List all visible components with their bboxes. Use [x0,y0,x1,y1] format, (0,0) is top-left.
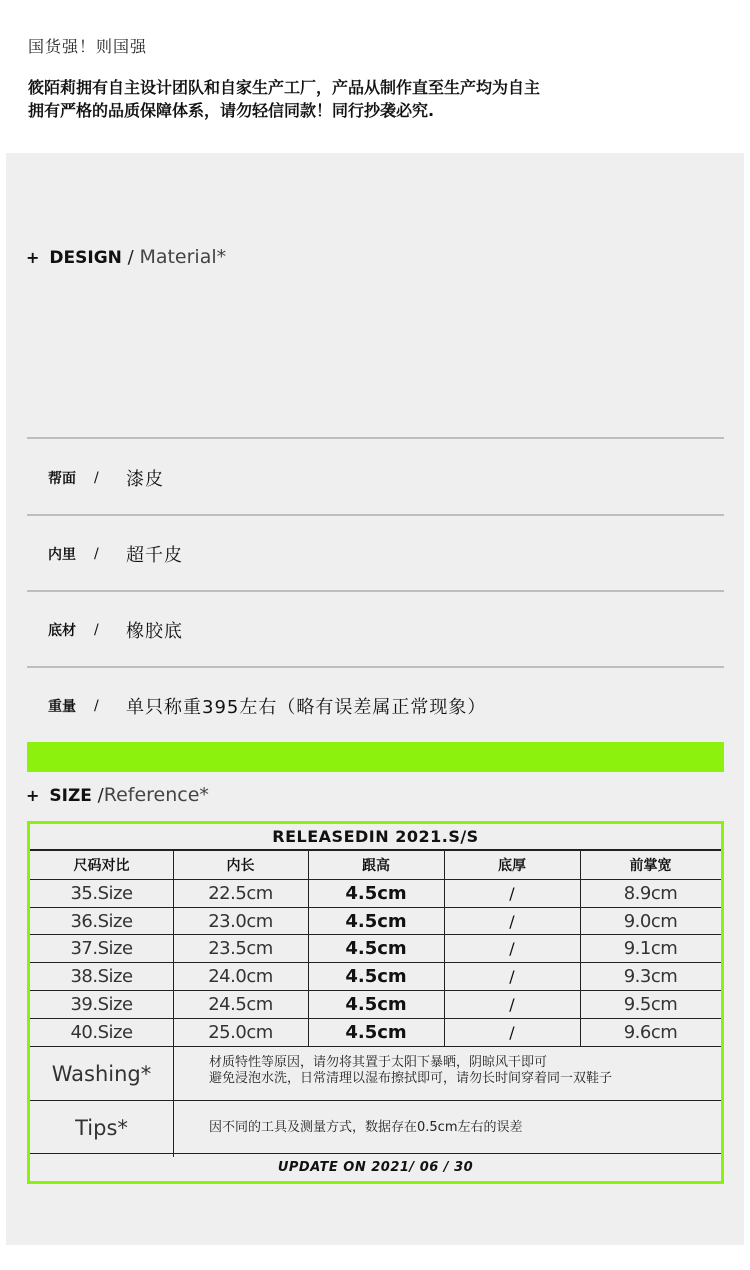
table-cell: / [509,1023,515,1042]
table-cell: 23.0cm [208,910,273,932]
washing-line: 避免浸泡水洗，日常清理以湿布擦拭即可，请勿长时间穿着同一双鞋子 [209,1071,613,1086]
table-cell: 36.Size [70,910,133,932]
design-title: DESIGN [49,248,122,268]
material-key: 重量 [48,699,76,715]
design-subtitle: Material* [139,246,227,268]
table-cell: / [509,911,515,931]
table-cell: 9.3cm [623,966,678,987]
material-value: 单只称重395左右（略有误差属正常现象） [126,697,487,718]
material-key: 底材 [48,623,76,639]
material-row-sole [48,618,183,642]
table-cell: 9.1cm [623,938,678,959]
col-header-heel: 跟高 [362,858,390,874]
washing-text [174,1055,721,1095]
tips-text [174,1101,721,1154]
intro-line: 筱陌莉拥有自主设计团队和自家生产工厂，产品从制作直至生产均为自主 [28,78,541,97]
material-value: 超千皮 [126,545,183,566]
divider [27,514,724,516]
col-header-sole: 底厚 [498,858,526,874]
table-cell: 9.6cm [623,1022,678,1043]
table-cell: 24.5cm [208,994,273,1015]
table-cell: 4.5cm [345,1022,407,1043]
table-cell: 37.Size [70,938,133,959]
material-row-weight [48,694,486,718]
release-title: RELEASEDIN 2021.S/S [30,824,721,851]
table-cell: 9.5cm [623,994,678,1015]
table-cell: 4.5cm [345,966,407,987]
table-cell: 40.Size [70,1022,133,1043]
table-cell: 4.5cm [345,938,407,959]
material-sep: / [94,470,99,486]
table-cell: 4.5cm [345,883,407,904]
size-heading [26,784,209,806]
washing-label: Washing* [51,1061,152,1086]
size-title: SIZE [49,786,92,806]
table-cell: 25.0cm [208,1022,273,1043]
material-sep: / [94,546,99,562]
tips-line: 因不同的工具及测量方式，数据存在0.5cm左右的误差 [209,1119,523,1135]
material-row-upper [48,466,164,490]
table-cell: / [509,967,515,986]
size-table [27,821,724,1184]
col-header-width: 前掌宽 [629,858,672,874]
table-cell: / [509,995,515,1014]
table-cell: 23.5cm [208,938,273,959]
plus-icon: + [26,786,40,805]
heading-slash: / [127,247,134,268]
material-key: 内里 [48,547,76,563]
material-sep: / [94,622,99,638]
table-cell: / [509,939,515,958]
update-date: UPDATE ON 2021/ 06 / 30 [30,1153,721,1181]
table-cell: 4.5cm [345,910,407,932]
table-cell: 22.5cm [208,883,273,904]
col-header-length: 内长 [226,858,255,874]
intro-line: 拥有严格的品质保障体系，请勿轻信同款！同行抄袭必究. [28,101,435,120]
washing-line: 材质特性等原因，请勿将其置于太阳下暴晒，阴晾风干即可 [209,1055,548,1070]
table-cell: 8.9cm [623,883,678,904]
slogan: 国货强！则国强 [28,37,148,56]
material-row-lining [48,542,183,566]
table-cell: 38.Size [70,966,133,987]
table-cell: 35.Size [70,883,133,904]
material-key: 帮面 [48,471,76,487]
size-subtitle: Reference* [103,784,209,806]
table-cell: 9.0cm [623,910,678,932]
tips-label: Tips* [75,1115,128,1140]
table-cell: / [509,884,515,903]
table-cell: 4.5cm [345,994,407,1015]
table-cell: 24.0cm [208,966,273,987]
material-value: 漆皮 [126,469,164,490]
divider [27,590,724,592]
table-cell: 39.Size [70,994,133,1015]
heading-slash: / [97,785,104,806]
material-sep: / [94,698,99,714]
col-header-size: 尺码对比 [73,858,130,874]
divider [27,437,724,439]
plus-icon: + [26,248,40,267]
material-value: 橡胶底 [126,621,183,642]
design-heading [26,246,226,268]
divider [27,666,724,668]
accent-bar [27,742,724,772]
intro-text [28,76,628,122]
